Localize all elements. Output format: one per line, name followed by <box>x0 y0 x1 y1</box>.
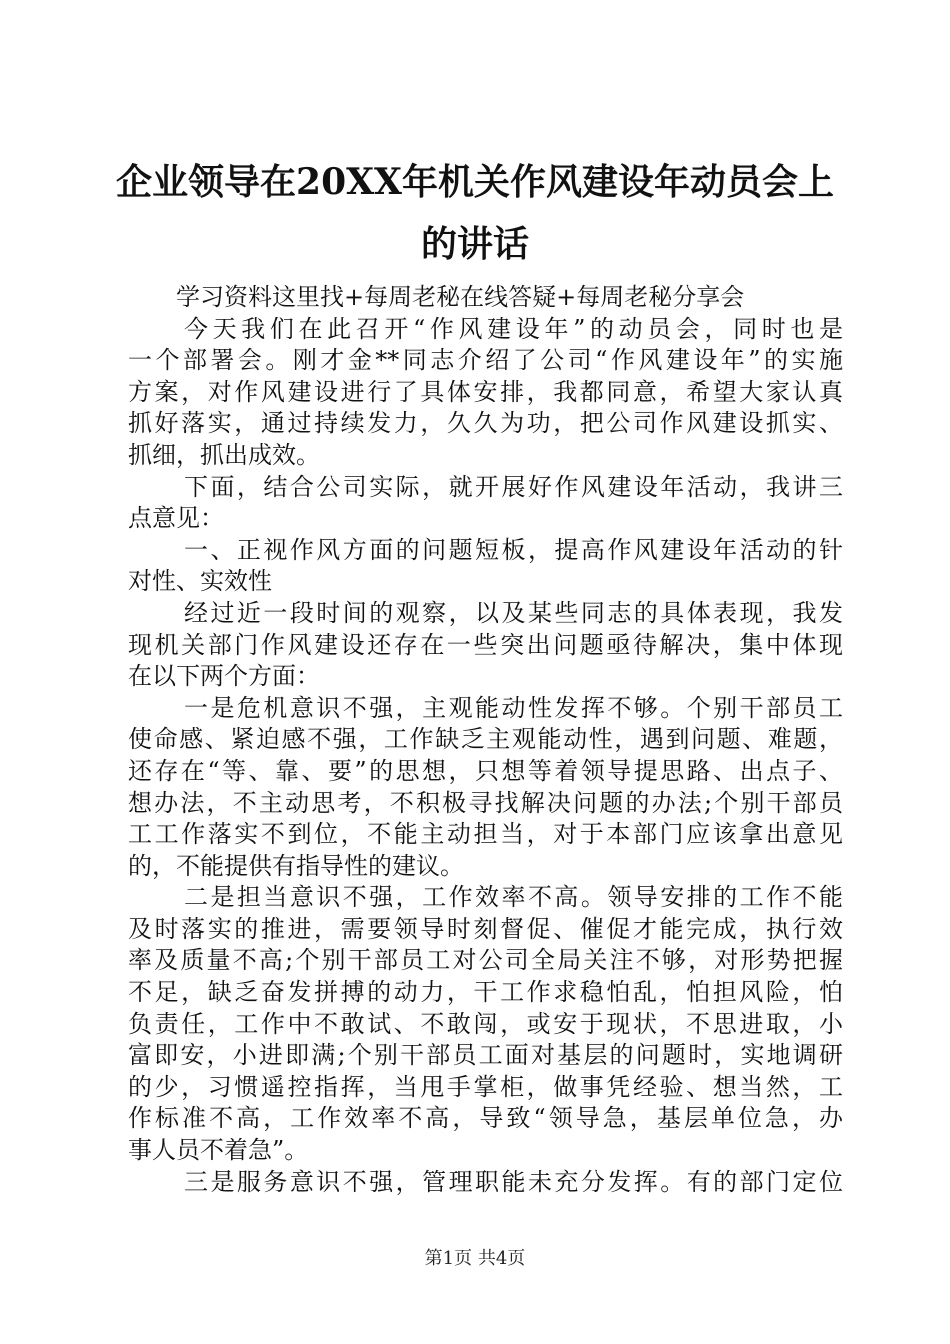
paragraph-line: 事人员不着急”。 <box>128 1136 309 1165</box>
paragraph-line: 作标准不高，工作效率不高，导致“领导急，基层单位急，办 <box>128 1104 843 1133</box>
section-heading-line: 对性、实效性 <box>128 567 272 596</box>
paragraph-line: 及时落实的推进，需要领导时刻督促、催促才能完成，执行效 <box>128 914 843 943</box>
paragraph-line: 不足，缺乏奋发拼搏的动力，干工作求稳怕乱，怕担风险，怕 <box>128 978 843 1007</box>
paragraph-line: 三是服务意识不强，管理职能未充分发挥。有的部门定位 <box>184 1167 843 1196</box>
paragraph-line: 点意见： <box>128 504 224 533</box>
paragraph-line: 的少，习惯遥控指挥，当甩手掌柜，做事凭经验、想当然，工 <box>128 1072 843 1101</box>
document-body <box>128 282 843 1198</box>
paragraph-line: 率及质量不高;个别干部员工对公司全局关注不够，对形势把握 <box>128 946 843 975</box>
paragraph-line: 一个部署会。刚才金**同志介绍了公司“作风建设年”的实施 <box>128 346 843 375</box>
paragraph-line: 抓好落实，通过持续发力，久久为功，把公司作风建设抓实、 <box>128 409 843 438</box>
paragraph-line: 今天我们在此召开“作风建设年”的动员会，同时也是 <box>184 314 843 343</box>
paragraph-line: 二是担当意识不强，工作效率不高。领导安排的工作不能 <box>184 883 843 912</box>
paragraph-line: 想办法，不主动思考，不积极寻找解决问题的办法;个别干部员 <box>128 788 843 817</box>
document-title-line-2: 的讲话 <box>420 223 529 265</box>
paragraph-line: 富即安，小进即满;个别干部员工面对基层的问题时，实地调研 <box>128 1041 843 1070</box>
paragraph-line: 下面，结合公司实际，就开展好作风建设年活动，我讲三 <box>184 472 843 501</box>
paragraph-line: 经过近一段时间的观察，以及某些同志的具体表现，我发 <box>184 598 843 627</box>
section-heading-line: 一、正视作风方面的问题短板，提高作风建设年活动的针 <box>184 535 843 564</box>
page-number-footer: 第1页 共4页 <box>424 1248 526 1269</box>
paragraph-line: 一是危机意识不强，主观能动性发挥不够。个别干部员工 <box>184 693 843 722</box>
paragraph-line: 抓细，抓出成效。 <box>128 440 320 469</box>
intro-resource-line: 学习资料这里找+每周老秘在线答疑+每周老秘分享会 <box>176 283 745 311</box>
paragraph-line: 还存在“等、靠、要”的思想，只想等着领导提思路、出点子、 <box>128 756 843 785</box>
paragraph-line: 使命感、紧迫感不强，工作缺乏主观能动性，遇到问题、难题， <box>128 725 843 754</box>
paragraph-line: 的，不能提供有指导性的建议。 <box>128 851 464 880</box>
paragraph-line: 在以下两个方面： <box>128 662 320 691</box>
paragraph-line: 负责任，工作中不敢试、不敢闯，或安于现状，不思进取，小 <box>128 1009 843 1038</box>
paragraph-line: 方案，对作风建设进行了具体安排，我都同意，希望大家认真 <box>128 377 843 406</box>
document-title-line-1: 企业领导在20XX年机关作风建设年动员会上 <box>116 161 834 203</box>
paragraph-line: 现机关部门作风建设还存在一些突出问题亟待解决，集中体现 <box>128 630 843 659</box>
paragraph-line: 工工作落实不到位，不能主动担当，对于本部门应该拿出意见 <box>128 820 843 849</box>
